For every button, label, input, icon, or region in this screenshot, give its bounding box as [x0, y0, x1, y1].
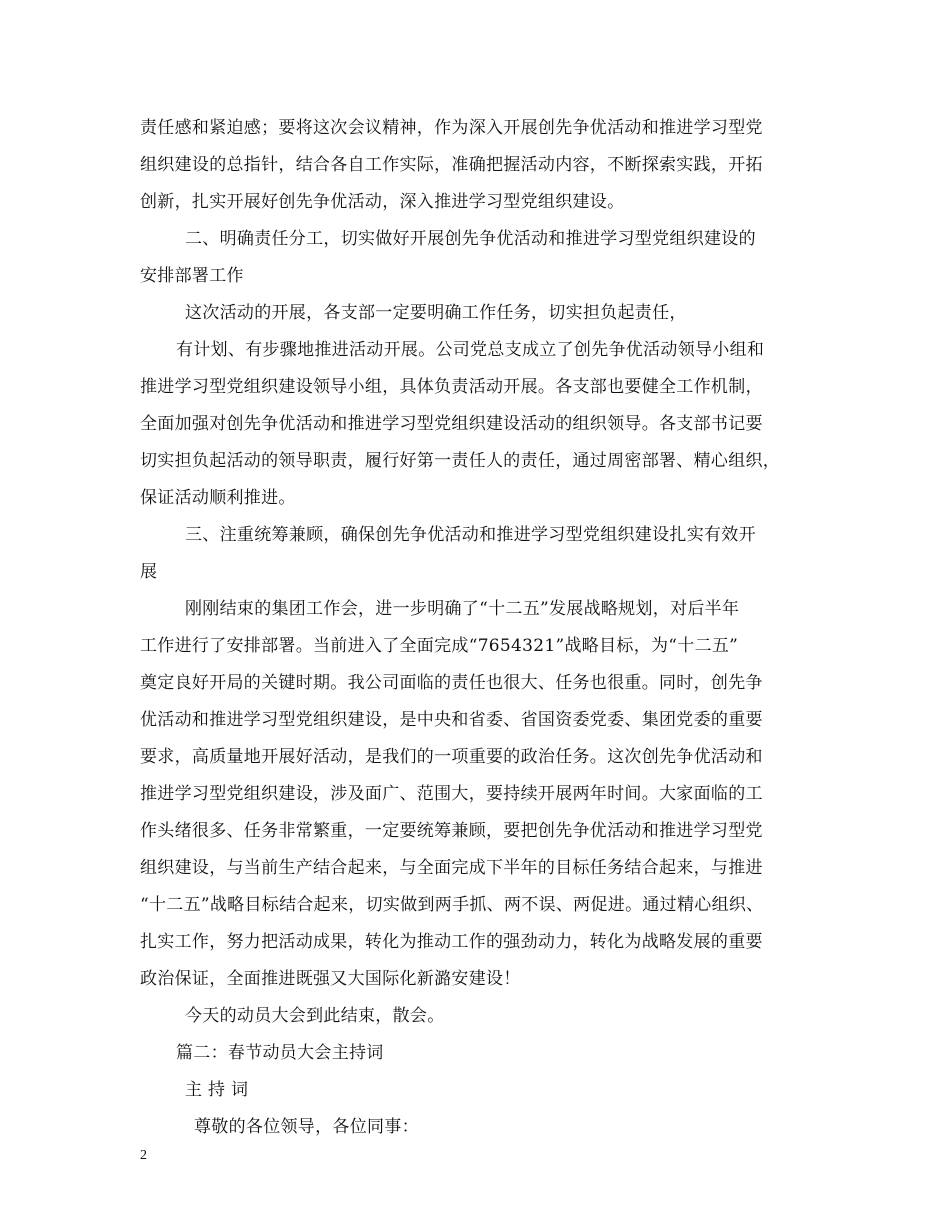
paragraph-line: 工作进行了安排部署。当前进入了全面完成“7654321”战略目标，为“十二五” [140, 636, 739, 656]
paragraph-line: 全面加强对创先争优活动和推进学习型党组织建设活动的组织领导。各支部书记要 [140, 414, 763, 434]
paragraph-line: 今天的动员大会到此结束，散会。 [185, 1006, 445, 1026]
paragraph-line: “十二五”战略目标结合起来，切实做到两手抓、两不误、两促进。通过精心组织、 [140, 895, 764, 915]
paragraph-line: 刚刚结束的集团工作会，进一步明确了“十二五”发展战略规划，对后半年 [185, 599, 740, 619]
paragraph-line: 奠定良好开局的关键时期。我公司面临的责任也很大、任务也很重。同时，创先争 [140, 673, 763, 693]
paragraph-line: 优活动和推进学习型党组织建设，是中央和省委、省国资委党委、集团党委的重要 [140, 710, 763, 730]
paragraph-line: 组织建设的总指针，结合各自工作实际，准确把握活动内容，不断探索实践，开拓 [140, 155, 763, 175]
page-number: 2 [140, 1148, 147, 1163]
section-heading: 安排部署工作 [140, 266, 244, 286]
section-heading: 展 [140, 562, 158, 582]
paragraph-line: 推进学习型党组织建设，涉及面广、范围大，要持续开展两年时间。大家面临的工 [140, 784, 763, 804]
speech-title: 主 持 词 [185, 1080, 249, 1100]
paragraph-line: 组织建设，与当前生产结合起来，与全面完成下半年的目标任务结合起来，与推进 [140, 858, 763, 878]
paragraph-line: 扎实工作，努力把活动成果，转化为推动工作的强劲动力，转化为战略发展的重要 [140, 932, 763, 952]
paragraph-line: 创新，扎实开展好创先争优活动，深入推进学习型党组织建设。 [140, 192, 625, 212]
paragraph-line: 有计划、有步骤地推进活动开展。公司党总支成立了创先争优活动领导小组和 [176, 340, 765, 360]
section-heading: 二、明确责任分工，切实做好开展创先争优活动和推进学习型党组织建设的 [185, 229, 756, 249]
paragraph-line: 作头绪很多、任务非常繁重，一定要统筹兼顾，要把创先争优活动和推进学习型党 [140, 821, 763, 841]
paragraph-line: 切实担负起活动的领导职责，履行好第一责任人的责任，通过周密部署、精心组织， [140, 451, 781, 471]
paragraph-line: 这次活动的开展，各支部一定要明确工作任务，切实担负起责任， [185, 303, 687, 323]
section-heading: 三、注重统筹兼顾，确保创先争优活动和推进学习型党组织建设扎实有效开 [185, 525, 756, 545]
article-heading: 篇二：春节动员大会主持词 [176, 1043, 384, 1063]
paragraph-line: 推进学习型党组织建设领导小组，具体负责活动开展。各支部也要健全工作机制， [140, 377, 763, 397]
paragraph-line: 责任感和紧迫感；要将这次会议精神，作为深入开展创先争优活动和推进学习型党 [140, 118, 763, 138]
paragraph-line: 政治保证，全面推进既强又大国际化新潞安建设！ [140, 969, 521, 989]
paragraph-line: 要求，高质量地开展好活动，是我们的一项重要的政治任务。这次创先争优活动和 [140, 747, 763, 767]
paragraph-line: 保证活动顺利推进。 [140, 488, 296, 508]
salutation: 尊敬的各位领导，各位同事： [194, 1117, 419, 1137]
